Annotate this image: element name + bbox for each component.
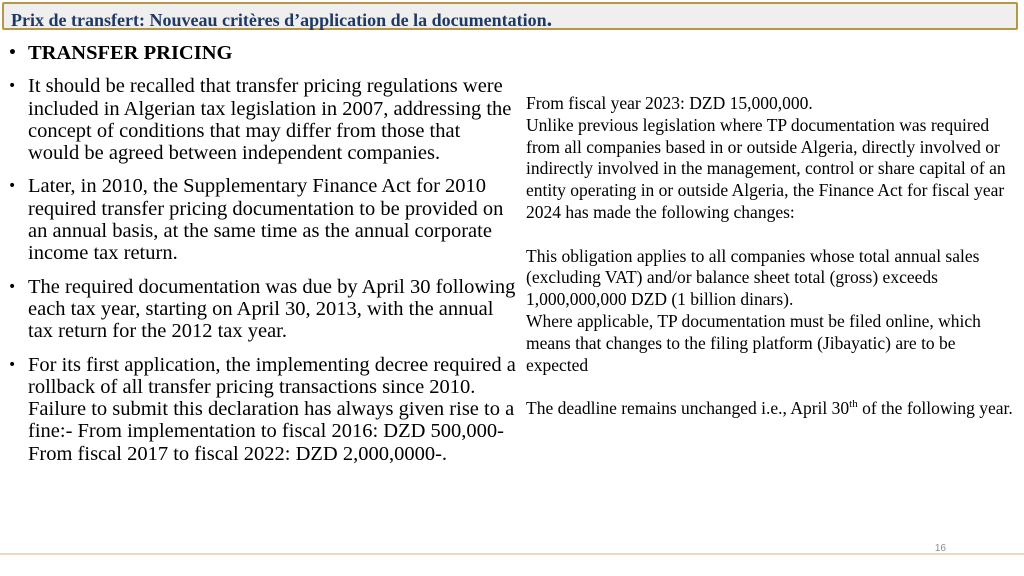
bullet-text: Later, in 2010, the Supplementary Finance Act for 2010 required transfer pricing documentation to be provided on an annual basis, at the same time as the annual corporate income tax return. bbox=[28, 175, 504, 265]
bullet-dot-icon: • bbox=[8, 78, 17, 95]
ordinal-suffix: th bbox=[849, 398, 858, 411]
bullet-item bbox=[4, 175, 516, 264]
legislation-change-paragraph: Unlike previous legislation where TP documentation was required from all companies based in or outside Algeria, directly involved or indirectly involved in the management, control or share capital of an entity operating in or outside Algeria, the Finance Act for fiscal year 2024 has made the following changes: bbox=[526, 114, 1006, 222]
deadline-text-end: of the following year. bbox=[857, 398, 1013, 419]
deadline-text-start: The deadline remains unchanged i.e., April 30 bbox=[526, 398, 850, 419]
paragraph-gap bbox=[526, 224, 1022, 246]
slide-title-period: . bbox=[546, 6, 553, 31]
threshold-paragraph: This obligation applies to all companies whose total annual sales (excluding VAT) and/or balance sheet total (gross) exceeds 1,000,000,000 DZD (1 billion dinars). bbox=[526, 245, 980, 310]
right-column bbox=[526, 93, 1022, 420]
title-bar bbox=[2, 2, 1018, 30]
bullet-dot-icon: • bbox=[8, 45, 17, 61]
bullet-text: TRANSFER PRICING bbox=[28, 42, 233, 64]
paragraph-gap bbox=[526, 376, 1022, 398]
online-filing-paragraph: Where applicable, TP documentation must be filed online, which means that changes to the filing platform (Jibayatic) are to be expected bbox=[526, 310, 981, 375]
bullet-text: The required documentation was due by April 30 following each tax year, starting on April 30, 2013, with the annual tax return for the 2012 tax year. bbox=[28, 275, 516, 343]
slide-title bbox=[11, 6, 552, 32]
bullet-item bbox=[4, 75, 516, 164]
footer-divider bbox=[0, 553, 1024, 555]
slide-title-text: Prix de transfert: Nouveau critères d’application de la documentation bbox=[11, 10, 547, 30]
bullet-dot-icon: • bbox=[8, 356, 17, 373]
bullet-heading bbox=[4, 42, 516, 64]
fine-2023-paragraph: From fiscal year 2023: DZD 15,000,000. bbox=[526, 93, 813, 113]
left-column bbox=[4, 42, 516, 465]
bullet-dot-icon: • bbox=[8, 178, 17, 195]
bullet-text: For its first application, the implementing decree required a rollback of all transfer pricing transactions since 2010. Failure to submit this declaration has always given rise to a fine:- From implementation to fiscal 2016: DZD 500,000- From fiscal 2017 to fiscal 2022: DZD 2,000,0000-. bbox=[28, 353, 516, 465]
bullet-dot-icon: • bbox=[8, 278, 17, 295]
bullet-item bbox=[4, 354, 516, 465]
bullet-item bbox=[4, 276, 516, 343]
page-number: 16 bbox=[934, 543, 946, 554]
bullet-text: It should be recalled that transfer pricing regulations were included in Algerian tax legislation in 2007, addressing the concept of conditions that may differ from those that would be agreed between independent companies. bbox=[28, 75, 512, 165]
deadline-paragraph bbox=[526, 398, 1022, 420]
